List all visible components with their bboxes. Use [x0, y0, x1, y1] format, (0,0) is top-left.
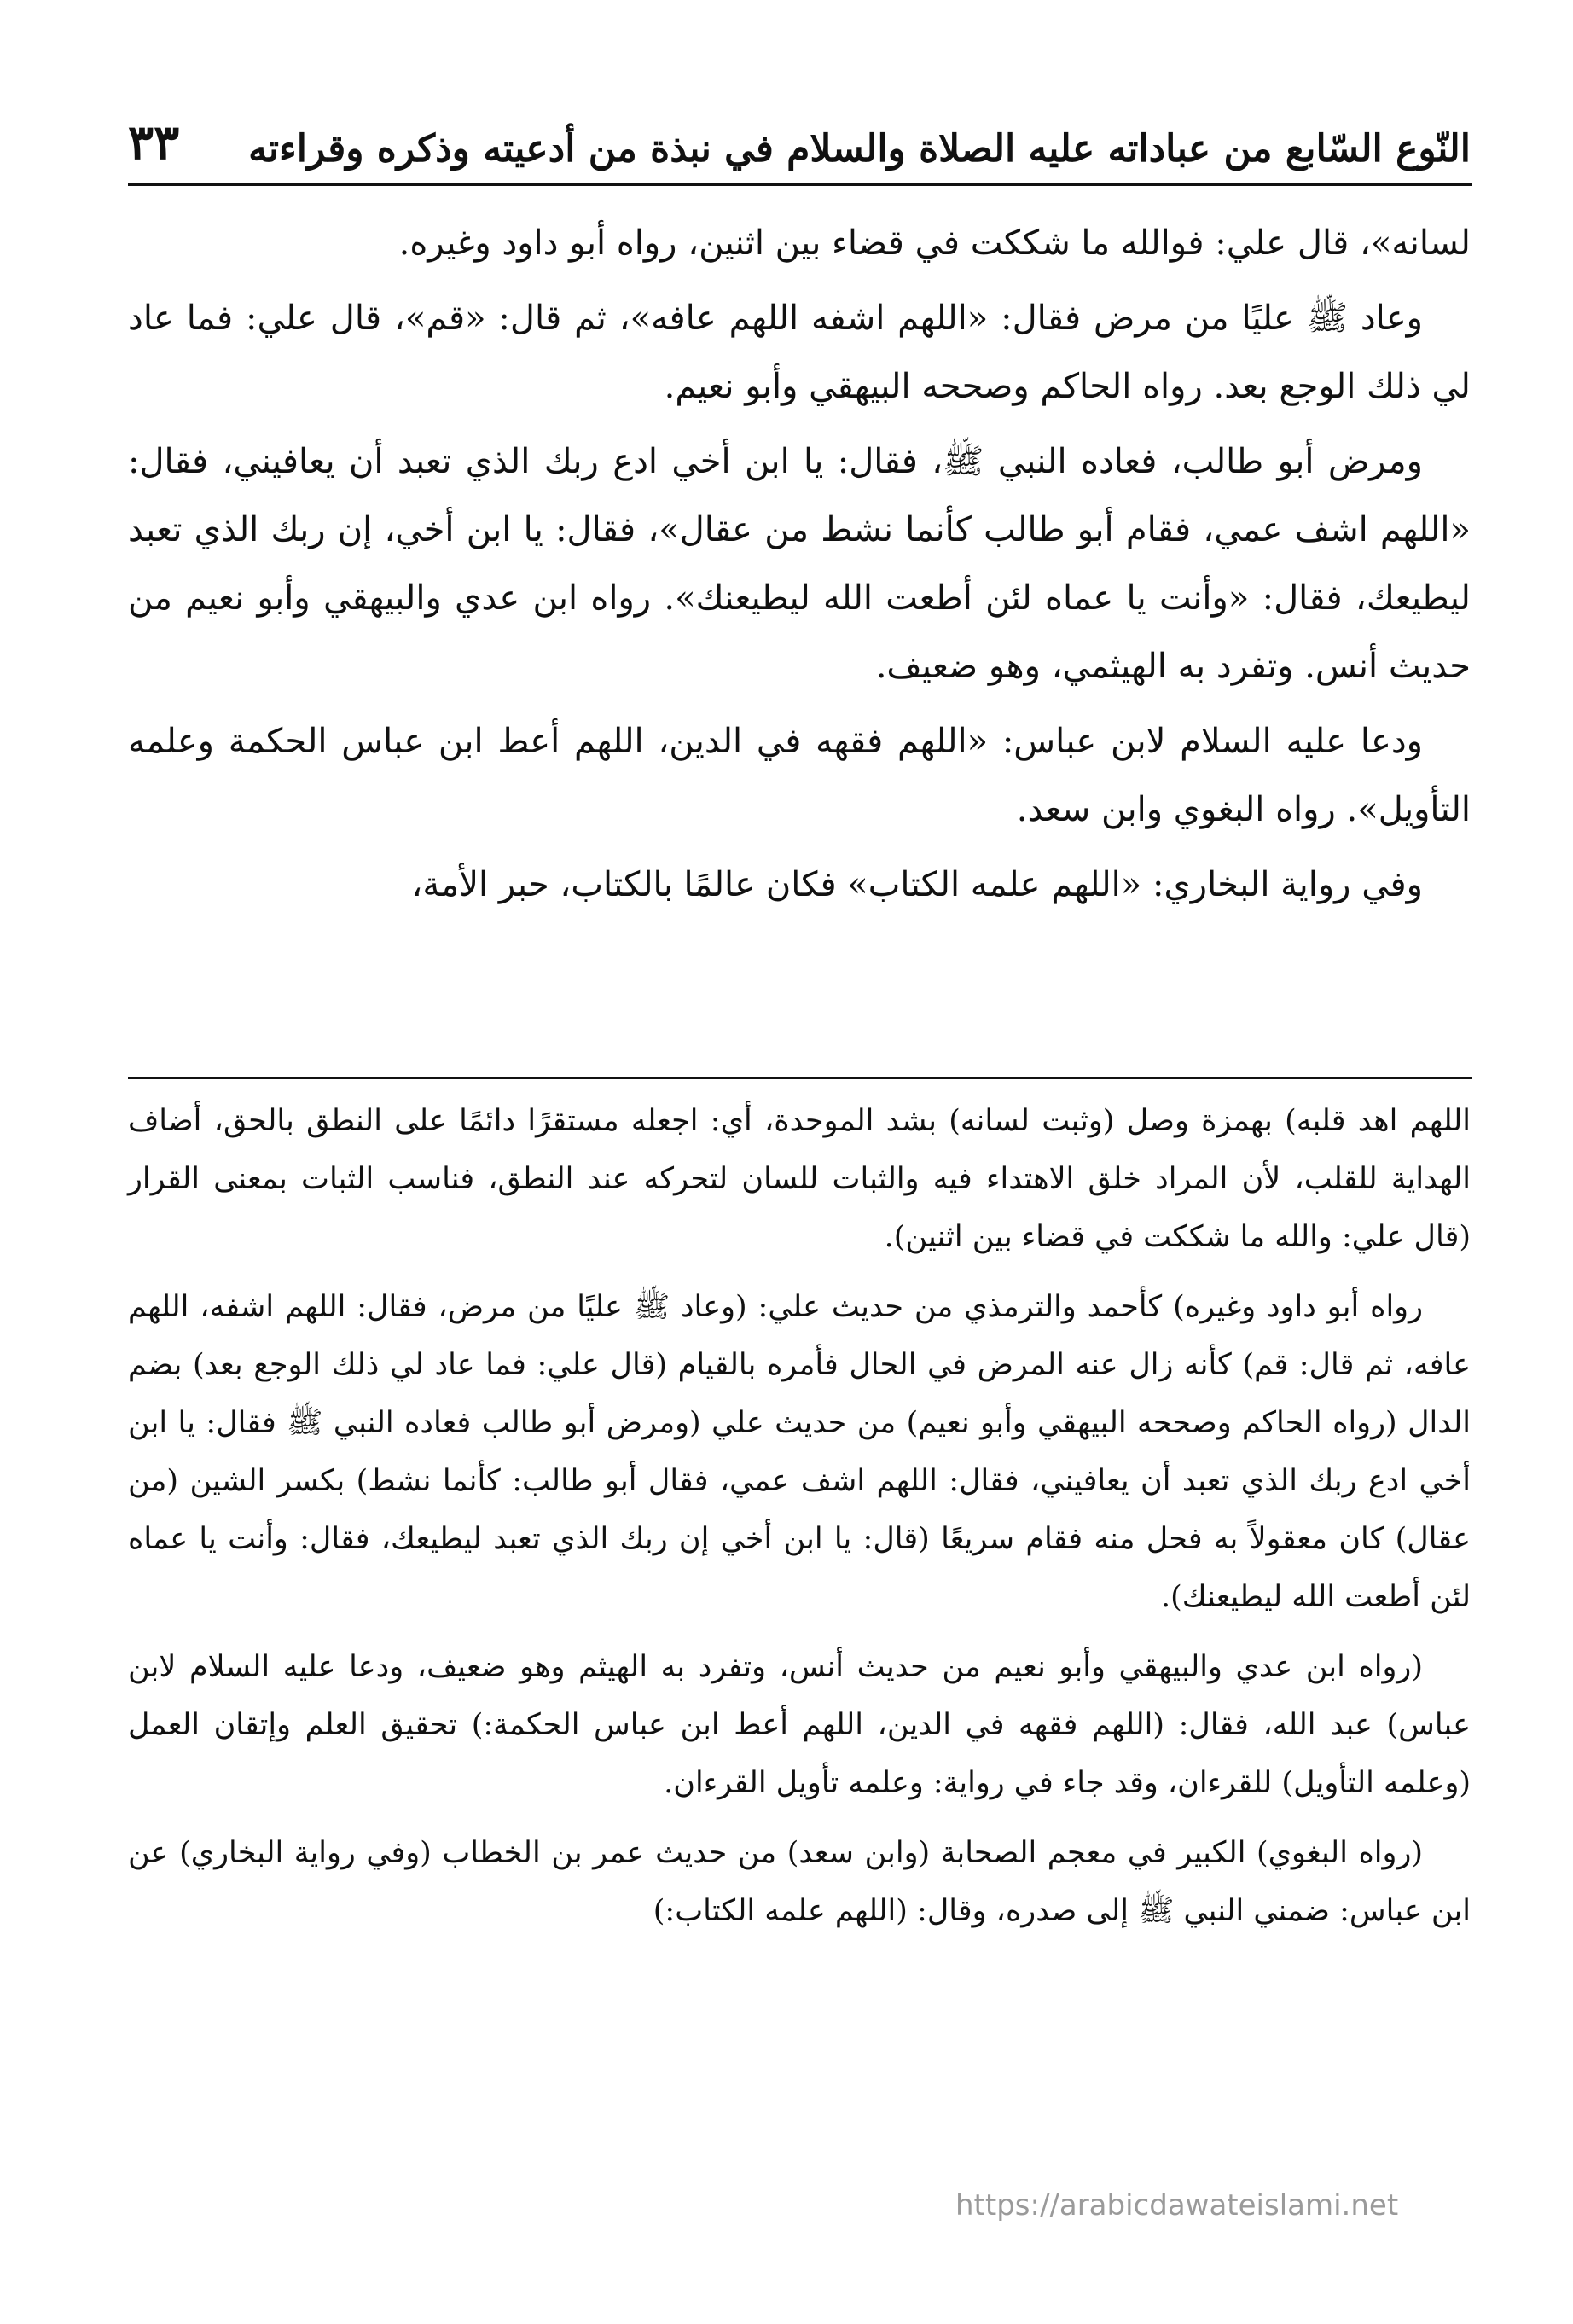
watermark-url: https://arabicdawateislami.net [955, 2188, 1399, 2222]
page-number: ٣٣ [128, 114, 180, 171]
running-header [128, 94, 1471, 171]
commentary-text [128, 1092, 1471, 1952]
commentary-paragraph: رواه أبو داود وغيره) كأحمد والترمذي من حديث علي: (وعاد ﷺ عليًا من مرض، فقال: اللهم اشفه، اللهم عافه، ثم قال: قم) كأنه زال عنه المرض في الحال فأمره بالقيام (قال علي: فما عاد لي ذلك الوجع بعد) بضم الدال (رواه الحاكم وصححه البيهقي وأبو نعيم) من حديث علي (ومرض أبو طالب فعاده النبي ﷺ فقال: يا ابن أخي ادع ربك الذي تعبد أن يعافيني، فقال: اللهم اشف عمي، فقال أبو طالب: كأنما نشط) بكسر الشين (من عقال) كان معقولاً به فحل منه فقام سريعًا (قال: يا ابن أخي إن ربك الذي تعبد ليطيعك، فقال: وأنت يا عماه لئن أطعت الله ليطيعنك). [128, 1290, 1471, 1614]
chapter-title: النّوع السّابع من عباداته عليه الصلاة والسلام في نبذة من أدعيته وذكره وقراءته [248, 127, 1471, 171]
main-paragraph: ودعا عليه السلام لابن عباس: «اللهم فقهه في الدين، اللهم أعط ابن عباس الحكمة وعلمه التأويل». رواه البغوي وابن سعد. [128, 722, 1471, 829]
main-paragraph: ومرض أبو طالب، فعاده النبي ﷺ، فقال: يا ابن أخي ادع ربك الذي تعبد أن يعافيني، فقال: «اللهم اشف عمي، فقام أبو طالب كأنما نشط من عقال»، فقال: يا ابن أخي، إن ربك الذي تعبد ليطيعك، فقال: «وأنت يا عماه لئن أطعت الله ليطيعنك». رواه ابن عدي والبيهقي وأبو نعيم من حديث أنس. وتفرد به الهيثمي، وهو ضعيف. [128, 442, 1471, 686]
commentary-paragraph: (رواه ابن عدي والبيهقي وأبو نعيم من حديث أنس، وتفرد به الهيثم وهو ضعيف، ودعا عليه السلام لابن عباس) عبد الله، فقال: (اللهم فقهه في الدين، اللهم أعط ابن عباس الحكمة:) تحقيق العلم وإتقان العمل (وعلمه التأويل) للقرءان، وقد جاء في رواية: وعلمه تأويل القرءان. [128, 1650, 1471, 1800]
commentary-paragraph: (رواه البغوي) الكبير في معجم الصحابة (وابن سعد) من حديث عمر بن الخطاب (وفي رواية البخاري) عن ابن عباس: ضمني النبي ﷺ إلى صدره، وقال: (اللهم علمه الكتاب:) [128, 1836, 1471, 1928]
main-paragraph: وفي رواية البخاري: «اللهم علمه الكتاب» فكان عالمًا بالكتاب، حبر الأمة، [411, 865, 1423, 904]
section-divider [128, 1077, 1472, 1079]
main-paragraph: لسانه»، قال علي: فوالله ما شككت في قضاء بين اثنين، رواه أبو داود وغيره. [398, 224, 1471, 263]
header-rule [128, 183, 1472, 186]
main-paragraph: وعاد ﷺ عليًا من مرض فقال: «اللهم اشفه اللهم عافه»، ثم قال: «قم»، قال علي: فما عاد لي ذلك الوجع بعد. رواه الحاكم وصححه البيهقي وأبو نعيم. [128, 299, 1471, 406]
main-text [128, 209, 1471, 926]
commentary-paragraph: اللهم اهد قلبه) بهمزة وصل (وثبت لسانه) بشد الموحدة، أي: اجعله مستقرًا دائمًا على النطق بالحق، أضاف الهداية للقلب، لأن المراد خلق الاهتداء فيه والثبات للسان لتحركه عند النطق، فناسب الثبات بمعنى القرار (قال علي: والله ما شككت في قضاء بين اثنين). [128, 1104, 1471, 1254]
